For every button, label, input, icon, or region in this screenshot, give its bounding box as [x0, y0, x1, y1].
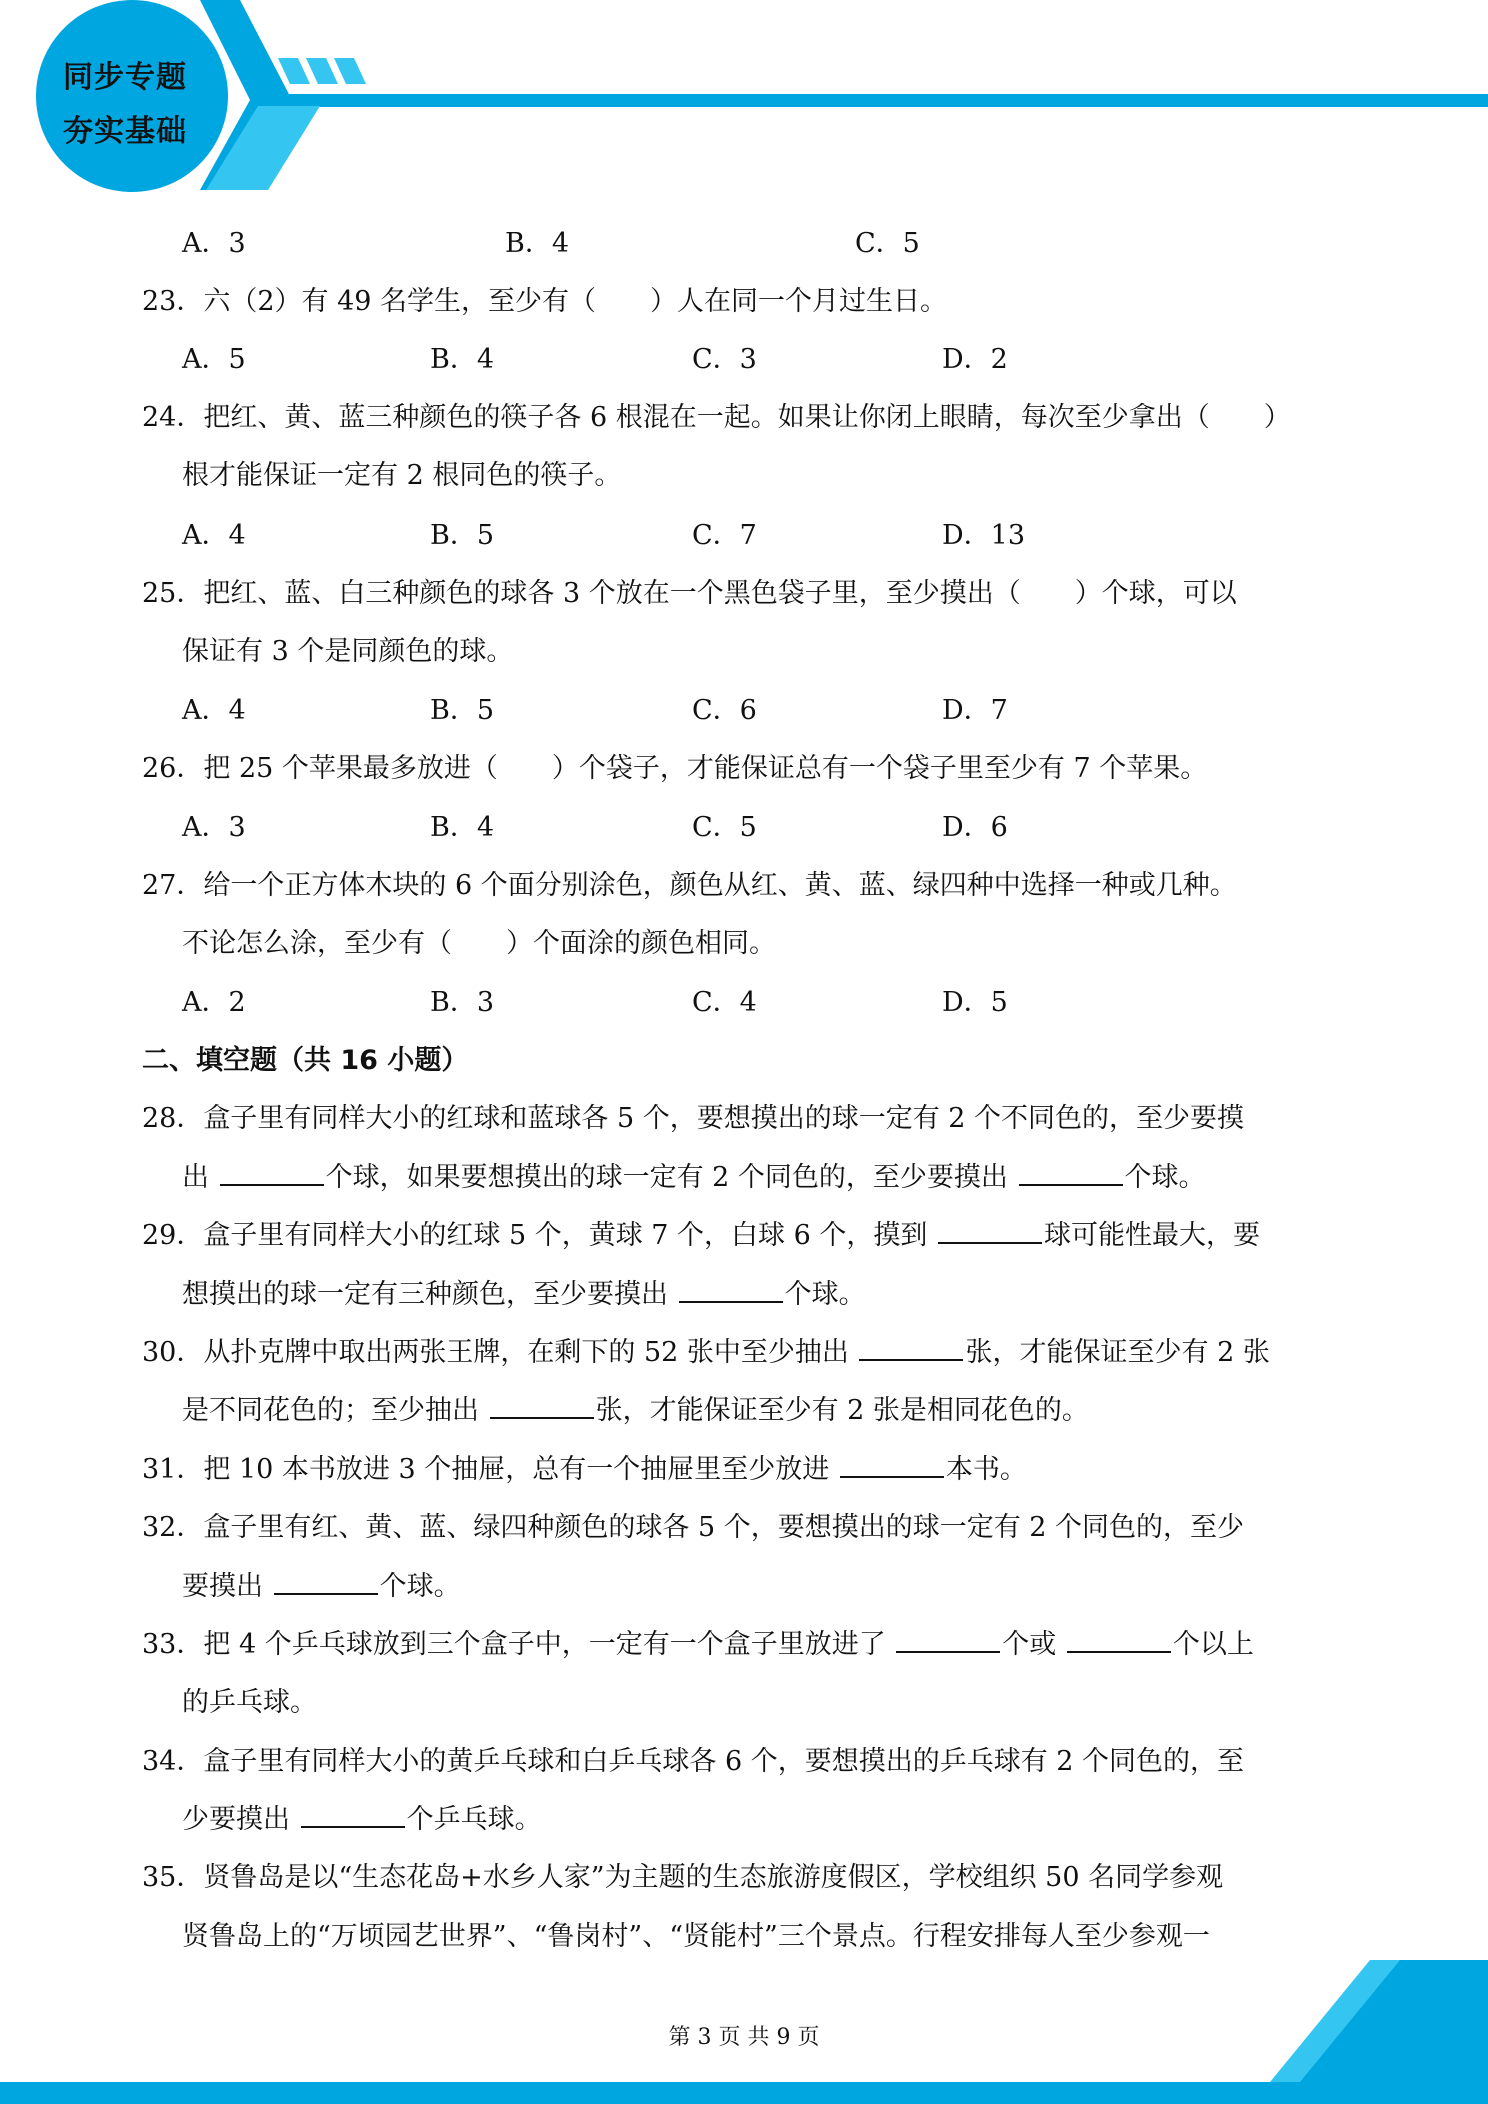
q30-text-line2-a: 是不同花色的；至少抽出 [182, 1395, 479, 1426]
q28-text-line2-b: 个球，如果要想摸出的球一定有 2 个同色的，至少要摸出 [325, 1162, 1008, 1193]
q32-blank-1[interactable] [274, 1567, 378, 1595]
q28-blank-2[interactable] [1019, 1158, 1123, 1186]
q28-text-line2-a: 出 [182, 1162, 209, 1193]
q24-option-b[interactable]: B．5 [430, 520, 495, 551]
q23-option-c[interactable]: C．3 [692, 344, 757, 375]
q30-blank-2[interactable] [490, 1391, 594, 1419]
q26-option-b[interactable]: B．4 [430, 812, 495, 843]
q23-option-d[interactable]: D．2 [942, 344, 1008, 375]
q28-text-line2 [182, 1158, 1206, 1198]
q25-text-line2: 保证有 3 个是同颜色的球。 [182, 636, 514, 667]
q31-text-line1 [142, 1450, 1027, 1490]
header-stripe-1 [278, 58, 310, 84]
header-badge-circle [36, 0, 228, 192]
q27-text-line2: 不论怎么涂，至少有（ ）个面涂的颜色相同。 [182, 928, 776, 959]
header-banner [0, 0, 1488, 200]
q34-text-line1: 34．盒子里有同样大小的黄乒乓球和白乒乓球各 6 个，要想摸出的乒乓球有 2 个同色的，至 [142, 1746, 1245, 1777]
header-stripe-3 [334, 58, 366, 84]
q22-option-a[interactable]: A．3 [182, 228, 246, 259]
q25-text-line1: 25．把红、蓝、白三种颜色的球各 3 个放在一个黑色袋子里，至少摸出（ ）个球，可以 [142, 578, 1237, 609]
q24-option-d[interactable]: D．13 [942, 520, 1026, 551]
q27-option-d[interactable]: D．5 [942, 987, 1008, 1018]
q33-text-line1-b: 个或 [1002, 1629, 1057, 1660]
badge-title-line2: 夯实基础 [63, 114, 187, 149]
page-number: 第 3 页 共 9 页 [668, 2025, 820, 2050]
q24-text-line2: 根才能保证一定有 2 根同色的筷子。 [182, 460, 622, 491]
badge-title-line1: 同步专题 [63, 60, 187, 95]
q35-text-line2: 贤鲁岛上的“万顷园艺世界”、“鲁岗村”、“贤能村”三个景点。行程安排每人至少参观一 [182, 1921, 1210, 1952]
q30-text-line1 [142, 1333, 1270, 1373]
q26-text: 26．把 25 个苹果最多放进（ ）个袋子，才能保证总有一个袋子里至少有 7 个苹果。 [142, 753, 1208, 784]
q33-text-line1-c: 个以上 [1172, 1629, 1254, 1660]
q27-option-a[interactable]: A．2 [182, 987, 246, 1018]
q30-blank-1[interactable] [859, 1333, 963, 1361]
q25-option-c[interactable]: C．6 [692, 695, 757, 726]
q27-option-c[interactable]: C．4 [692, 987, 757, 1018]
q25-option-a[interactable]: A．4 [182, 695, 246, 726]
q34-text-line2-b: 个乒乓球。 [406, 1804, 542, 1835]
q34-text-line2 [182, 1800, 542, 1840]
q32-text-line2 [182, 1567, 461, 1607]
q29-blank-1[interactable] [938, 1216, 1042, 1244]
q33-blank-1[interactable] [896, 1625, 1000, 1653]
q33-blank-2[interactable] [1067, 1625, 1171, 1653]
q26-option-d[interactable]: D．6 [942, 812, 1008, 843]
q27-option-b[interactable]: B．3 [430, 987, 495, 1018]
q35-text-line1: 35．贤鲁岛是以“生态花岛+水乡人家”为主题的生态旅游度假区，学校组织 50 名同学参观 [142, 1862, 1224, 1893]
header-stripe-2 [306, 58, 338, 84]
q26-option-a[interactable]: A．3 [182, 812, 246, 843]
q29-text-line2-a: 想摸出的球一定有三种颜色，至少要摸出 [182, 1279, 668, 1310]
q23-option-b[interactable]: B．4 [430, 344, 495, 375]
q26-option-c[interactable]: C．5 [692, 812, 757, 843]
q32-text-line2-a: 要摸出 [182, 1571, 263, 1602]
q28-text-line2-c: 个球。 [1124, 1162, 1206, 1193]
q30-text-line1-b: 张，才能保证至少有 2 张 [965, 1337, 1270, 1368]
q23-text: 23．六（2）有 49 名学生，至少有（ ）人在同一个月过生日。 [142, 286, 948, 317]
q33-text-line2: 的乒乓球。 [182, 1687, 317, 1718]
q29-text-line2 [182, 1275, 866, 1315]
q22-option-c[interactable]: C．5 [855, 228, 920, 259]
q30-text-line2 [182, 1391, 1089, 1431]
q32-text-line2-b: 个球。 [379, 1571, 461, 1602]
section-title-fill-in: 二、填空题（共 16 小题） [142, 1045, 469, 1076]
q31-text-line1-b: 本书。 [945, 1454, 1027, 1485]
q25-option-d[interactable]: D．7 [942, 695, 1008, 726]
q31-text-line1-a: 31．把 10 本书放进 3 个抽屉，总有一个抽屉里至少放进 [142, 1454, 830, 1485]
q27-text-line1: 27．给一个正方体木块的 6 个面分别涂色，颜色从红、黄、蓝、绿四种中选择一种或几种。 [142, 870, 1237, 901]
q30-text-line1-a: 30．从扑克牌中取出两张王牌，在剩下的 52 张中至少抽出 [142, 1337, 849, 1368]
q29-text-line1-b: 球可能性最大，要 [1043, 1220, 1260, 1251]
q24-option-c[interactable]: C．7 [692, 520, 757, 551]
q34-text-line2-a: 少要摸出 [182, 1804, 290, 1835]
q30-text-line2-b: 张，才能保证至少有 2 张是相同花色的。 [595, 1395, 1089, 1426]
q29-text-line2-b: 个球。 [784, 1279, 866, 1310]
q29-text-line1-a: 29．盒子里有同样大小的红球 5 个，黄球 7 个，白球 6 个，摸到 [142, 1220, 928, 1251]
q31-blank-1[interactable] [840, 1450, 944, 1478]
q25-option-b[interactable]: B．5 [430, 695, 495, 726]
q34-blank-1[interactable] [301, 1800, 405, 1828]
q32-text-line1: 32．盒子里有红、黄、蓝、绿四种颜色的球各 5 个，要想摸出的球一定有 2 个同色的，至少 [142, 1512, 1245, 1543]
footer-bar [0, 2082, 1488, 2104]
q28-blank-1[interactable] [220, 1158, 324, 1186]
q24-text-line1: 24．把红、黄、蓝三种颜色的筷子各 6 根混在一起。如果让你闭上眼睛，每次至少拿出（ ） [142, 402, 1291, 433]
q33-text-line1-a: 33．把 4 个乒乓球放到三个盒子中，一定有一个盒子里放进了 [142, 1629, 886, 1660]
q22-option-b[interactable]: B．4 [505, 228, 570, 259]
header-bar [250, 94, 1488, 107]
q29-text-line1 [142, 1216, 1260, 1256]
q24-option-a[interactable]: A．4 [182, 520, 246, 551]
q28-text-line1: 28．盒子里有同样大小的红球和蓝球各 5 个，要想摸出的球一定有 2 个不同色的，至少要摸 [142, 1103, 1245, 1134]
q29-blank-2[interactable] [679, 1275, 783, 1303]
q33-text-line1 [142, 1625, 1254, 1665]
q23-option-a[interactable]: A．5 [182, 344, 246, 375]
